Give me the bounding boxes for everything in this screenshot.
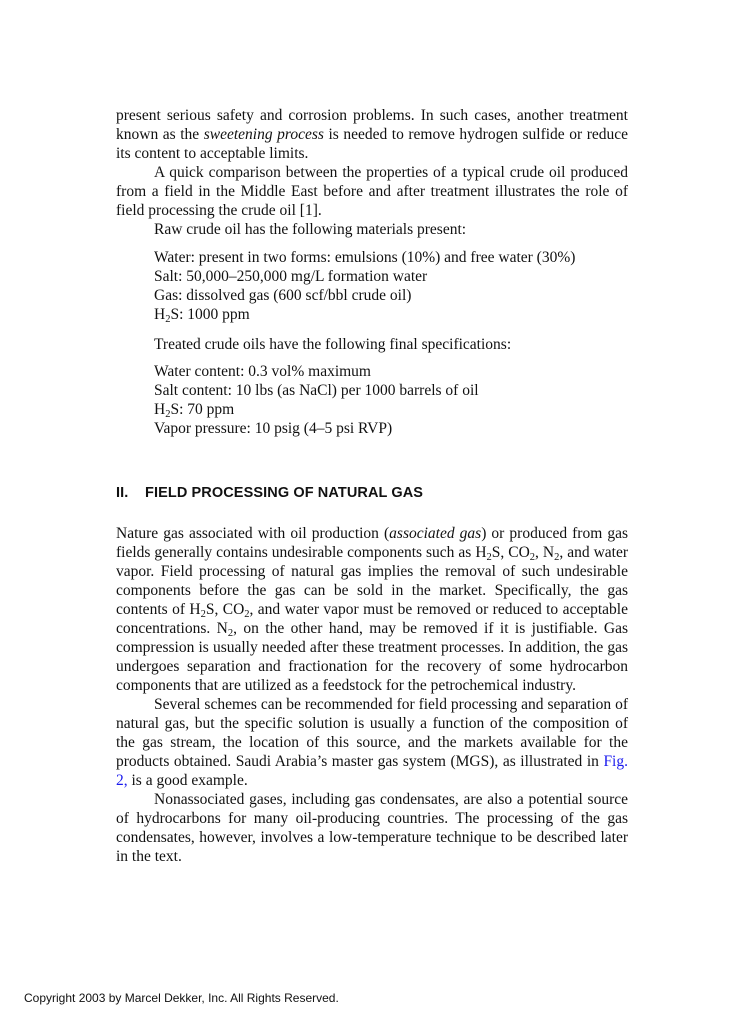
treated-salt-item: Salt content: 10 lbs (as NaCl) per 1000 barrels of oil <box>154 382 479 399</box>
treated-vapor-item: Vapor pressure: 10 psig (4–5 psi RVP) <box>154 420 393 437</box>
gas-paragraph-1: Nature gas associated with oil production (associated gas) or produced from gas fields generally contains undesirable components such as $H_2S$, $CO_2$, $N_2$, and water vapor. Field processing of natural gas implies the removal of such undesirable components before the gas can be sold in the market. Specifically, the gas contents of $H_2S$, $CO_2$, and water vapor must be removed or reduced to acceptable concentrations. $N_2$, on the other hand, may be removed if it is justifiable. Gas compression is usually needed after these treatment processes. In addition, the gas undergoes separation and fractionation for the recovery of some hydrocarbon components that are utilized as a feedstock for the petrochemical industry. <box>116 525 629 694</box>
treated-h2s-item: $H_2S$: 70 ppm <box>154 401 235 420</box>
gas-section-body <box>116 524 628 866</box>
raw-water-item: Water: present in two forms: emulsions (10%) and free water (30%) <box>154 249 576 266</box>
section-heading <box>116 485 423 501</box>
copyright-footer: Copyright 2003 by Marcel Dekker, Inc. All Rights Reserved. <box>24 991 339 1005</box>
treated-crude-list <box>116 362 628 438</box>
raw-gas-item: Gas: dissolved gas (600 scf/bbl crude oil) <box>154 287 412 304</box>
section-number: II. <box>116 485 129 501</box>
intro-section <box>116 106 628 239</box>
intro-paragraph-3: Raw crude oil has the following materials present: <box>154 221 467 238</box>
sweetening-process-term: sweetening process <box>203 126 324 143</box>
raw-salt-item: Salt: 50,000–250,000 mg/L formation water <box>154 268 428 285</box>
treated-intro-text: Treated crude oils have the following final specifications: <box>154 336 512 353</box>
associated-gas-term: associated gas <box>389 525 482 542</box>
treated-water-item: Water content: 0.3 vol% maximum <box>154 363 371 380</box>
intro-paragraph-2: A quick comparison between the properties of a typical crude oil produced from a field in the Middle East before and after treatment illustrates the role of field processing the crude oil [1]. <box>116 164 628 219</box>
intro-paragraph-1: present serious safety and corrosion problems. In such cases, another treatment known as the sweetening process is needed to remove hydrogen sulfide or reduce its content to acceptable limits. <box>116 107 629 162</box>
gas-paragraph-2: Several schemes can be recommended for field processing and separation of natural gas, but the specific solution is usually a function of the composition of the gas stream, the location of this source, and the markets available for the products obtained. Saudi Arabia’s master gas system (MGS), as illustrated in Fig. 2, is a good example. <box>116 696 628 789</box>
section-title: FIELD PROCESSING OF NATURAL GAS <box>145 485 424 501</box>
treated-intro <box>116 335 628 354</box>
raw-crude-list <box>116 248 628 324</box>
fig-2-link[interactable]: Fig. 2, <box>116 753 628 789</box>
gas-paragraph-3: Nonassociated gases, including gas condensates, are also a potential source of hydrocarbons for many oil-producing countries. The processing of the gas condensates, however, involves a low-temperature technique to be described later in the text. <box>116 791 628 865</box>
raw-h2s-item: $H_2S$: 1000 ppm <box>154 306 250 325</box>
